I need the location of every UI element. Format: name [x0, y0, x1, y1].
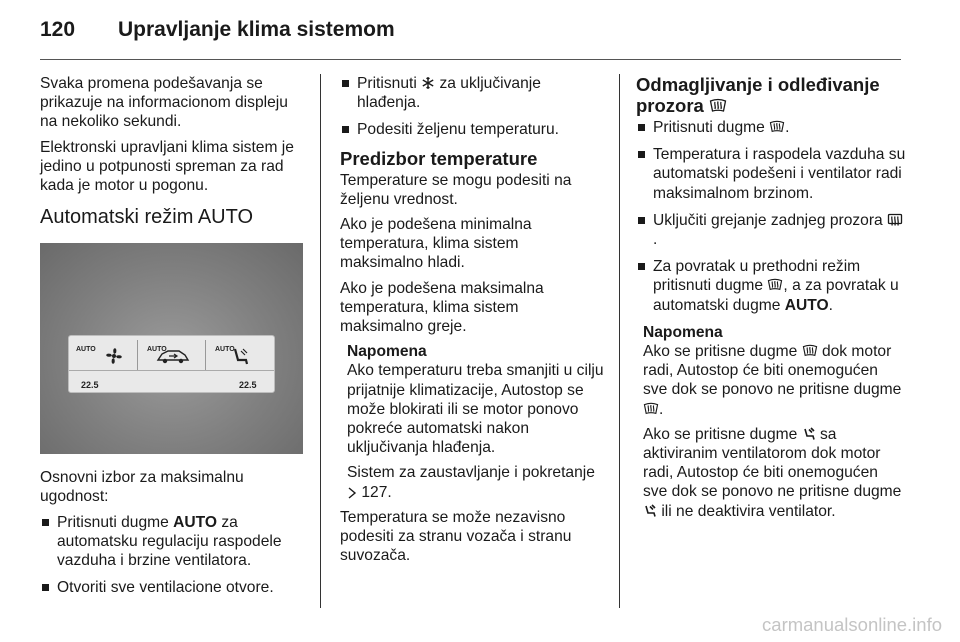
list-item: Otvoriti sve ventilacione otvore.	[40, 578, 306, 597]
note-text: Ako se pritisne dugme sa aktiviranim ventilatorom dok motor radi, Autostop će biti onemogućen sve dok se ponovo ne pritisne dugme ili ne deaktivira ventilator.	[643, 425, 902, 520]
paragraph: Osnovni izbor za maksimalnu ugodnost:	[40, 469, 244, 506]
list-item: Pritisnuti dugme AUTO za automatsku regulaciju raspodele vazduha i brzine ventilatora.	[40, 513, 306, 571]
list-item: Temperatura i raspodela vazduha su automatski podešeni i ventilator radi maksimalnom brzinom.	[636, 145, 906, 203]
note-title: Napomena	[643, 323, 723, 341]
bullet-list	[340, 74, 606, 140]
note	[636, 323, 906, 521]
paragraph: Ako je podešena maksimalna temperatura, klima sistem maksimalno greje.	[340, 279, 544, 336]
page-header	[40, 18, 395, 48]
list-item: Za povratak u prethodni režim pritisnuti dugme , a za povratak u automatski dugme AUTO.	[636, 257, 906, 315]
windshield-defrost-icon	[709, 98, 727, 114]
panel-divider	[69, 370, 274, 371]
seat-airflow-icon	[643, 504, 657, 518]
windshield-defrost-icon	[767, 278, 783, 292]
column-divider	[320, 74, 321, 608]
note	[340, 342, 606, 502]
note-text: Ako temperaturu treba smanjiti u cilju prijatnije klimatizacije, Autostop se može blokirati ili se motor ponovo pokreće automatski nakon uključivanja hlađenja.	[347, 362, 604, 457]
temperature-right: 22.5	[239, 380, 257, 391]
bullet-list	[636, 118, 906, 315]
paragraph: Ako je podešena minimalna temperatura, klima sistem maksimalno hladi.	[340, 216, 532, 272]
auto-label: AUTO	[76, 346, 96, 354]
auto-label: AUTO	[215, 346, 235, 354]
temperature-left: 22.5	[81, 380, 99, 391]
panel-divider	[205, 340, 206, 370]
climate-control-panel-illustration	[40, 243, 303, 454]
section-heading: Predizbor temperature	[340, 147, 538, 169]
header-rule	[40, 59, 901, 60]
note-text: Ako se pritisne dugme dok motor radi, Autostop će biti onemogućen sve dok se ponovo ne pritisne dugme .	[643, 343, 902, 418]
note-text: Sistem za zaustavljanje i pokretanje 127.	[347, 464, 595, 501]
column-2	[340, 74, 606, 571]
section-heading: Automatski režim AUTO	[40, 206, 254, 229]
paragraph: Temperature se mogu podesiti na željenu vrednost.	[340, 171, 572, 208]
windshield-defrost-icon	[802, 344, 818, 358]
list-item: Pritisnuti za uključivanje hlađenja.	[340, 74, 606, 112]
bullet-list	[40, 513, 306, 598]
page-title: Upravljanje klima sistemom	[118, 18, 395, 41]
auto-label: AUTO	[147, 346, 167, 354]
paragraph: Svaka promena podešavanja se prikazuje na informacionom displeju na nekoliko sekundi.	[40, 75, 288, 131]
seat-airflow-icon	[802, 427, 816, 441]
list-item: Uključiti grejanje zadnjeg prozora .	[636, 211, 906, 249]
watermark: carmanualsonline.info	[762, 614, 942, 635]
climate-display-panel	[68, 335, 275, 393]
fan-icon	[103, 345, 125, 367]
column-divider	[619, 74, 620, 608]
paragraph: Temperatura se može nezavisno podesiti za stranu vozača i stranu suvozača.	[340, 508, 572, 565]
list-item: Pritisnuti dugme .	[636, 118, 906, 137]
page-number: 120	[40, 18, 76, 41]
list-item: Podesiti željenu temperaturu.	[340, 120, 606, 139]
note-title: Napomena	[347, 343, 427, 361]
car-airflow-icon	[155, 346, 191, 366]
column-3	[636, 74, 906, 527]
reference-arrow-icon	[347, 487, 357, 499]
seat-airflow-icon	[229, 346, 251, 368]
paragraph: Elektronski upravljani klima sistem je jedino u potpunosti spreman za rad kada je motor u pogonu.	[40, 138, 294, 195]
snowflake-icon	[421, 76, 435, 90]
column-1	[40, 74, 306, 605]
page-reference[interactable]: 127.	[361, 483, 392, 501]
panel-divider	[137, 340, 138, 370]
windshield-defrost-icon	[643, 402, 659, 416]
rear-window-defrost-icon	[887, 213, 903, 227]
section-heading: Odmagljivanje i odleđivanje prozora	[636, 74, 880, 116]
windshield-defrost-icon	[769, 120, 785, 134]
